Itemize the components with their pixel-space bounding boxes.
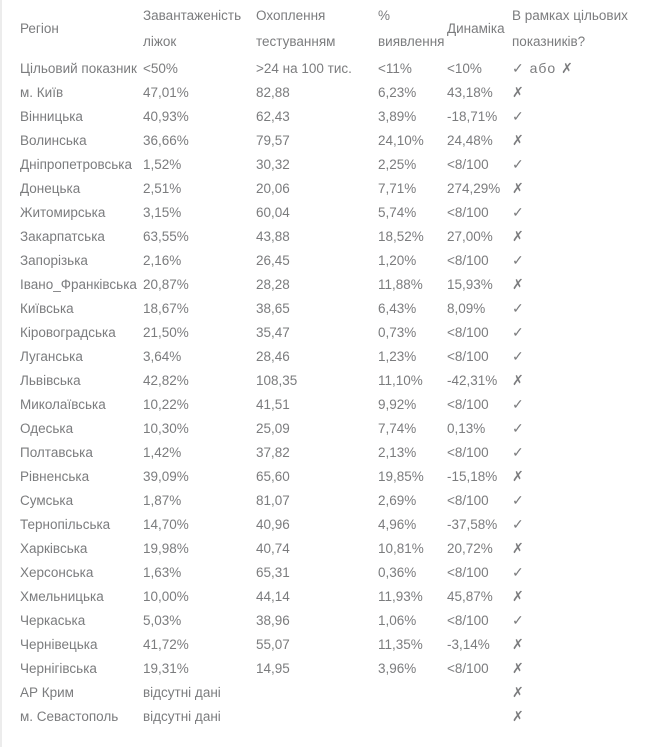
bed-occupancy-cell: 19,98%: [143, 540, 189, 556]
detection-cell: 18,52%: [378, 228, 424, 244]
dynamics-cell: <8/100: [447, 444, 489, 460]
target-mark-cell: ✓: [512, 155, 525, 172]
region-cell: Харківська: [20, 540, 88, 556]
bed-occupancy-cell: 10,22%: [143, 396, 189, 412]
target-mark-cell: ✗: [512, 587, 525, 604]
dynamics-cell: 274,29%: [447, 180, 501, 196]
detection-cell: 5,74%: [378, 204, 417, 220]
target-mark-cell: ✗: [512, 683, 525, 700]
detection-cell: 3,96%: [378, 660, 417, 676]
table-row: [20, 272, 626, 296]
table-row: [20, 704, 626, 728]
detection-cell: 11,35%: [378, 636, 423, 652]
region-cell: м. Київ: [20, 84, 64, 100]
detection-cell: 10,81%: [378, 540, 424, 556]
testing-coverage-cell: 26,45: [256, 252, 290, 268]
dynamics-cell: <8/100: [447, 492, 489, 508]
table-row: [20, 488, 626, 512]
target-mark-cell: ✓: [512, 563, 525, 580]
dynamics-cell: 45,87%: [447, 588, 493, 604]
col-header-testing-coverage: [256, 2, 378, 56]
dynamics-cell: 27,00%: [447, 228, 493, 244]
detection-cell: 7,74%: [378, 420, 417, 436]
table-row: [20, 248, 626, 272]
testing-coverage-cell: 79,57: [256, 132, 290, 148]
target-mark-cell: ✓: [512, 515, 525, 532]
region-cell: м. Севастополь: [20, 708, 119, 724]
testing-coverage-cell: 40,96: [256, 516, 290, 532]
dynamics-cell: 15,93%: [447, 276, 493, 292]
region-cell: Львівська: [20, 372, 81, 388]
testing-coverage-cell: 55,07: [256, 636, 290, 652]
detection-cell: 1,06%: [378, 612, 417, 628]
col-header-detection-rate-line2: виявлення: [378, 34, 445, 49]
table-row: [20, 632, 626, 656]
target-mark-cell: ✓: [512, 419, 525, 436]
dynamics-cell: -18,71%: [447, 108, 498, 124]
dynamics-cell: <8/100: [447, 156, 489, 172]
target-mark-cell: ✗: [512, 83, 525, 100]
testing-coverage-cell: 108,35: [256, 372, 298, 388]
table-row: [20, 320, 626, 344]
table-row: [20, 104, 626, 128]
detection-cell: 2,25%: [378, 156, 417, 172]
detection-cell: 4,96%: [378, 516, 417, 532]
region-cell: Київська: [20, 300, 74, 316]
bed-occupancy-cell: 36,66%: [143, 132, 189, 148]
bed-occupancy-cell: 19,31%: [143, 660, 189, 676]
table-row: [20, 128, 626, 152]
dynamics-cell: -42,31%: [447, 372, 498, 388]
target-mark-cell: ✓: [512, 347, 525, 364]
testing-coverage-cell: 43,88: [256, 228, 290, 244]
table-row: [20, 80, 626, 104]
bed-occupancy-cell: відсутні дані: [143, 708, 221, 724]
dynamics-cell: <8/100: [447, 348, 489, 364]
region-cell: Хмельницька: [20, 588, 104, 604]
target-mark-cell: ✗: [512, 275, 525, 292]
col-header-testing-coverage-line1: Охоплення: [256, 8, 326, 23]
bed-occupancy-cell: 1,52%: [143, 156, 182, 172]
region-cell: Рівненська: [20, 468, 90, 484]
target-mark-cell: ✓: [512, 491, 525, 508]
testing-coverage-cell: 65,31: [256, 564, 290, 580]
table-row: [20, 176, 626, 200]
testing-coverage-cell: 25,09: [256, 420, 290, 436]
dynamics-cell: -3,14%: [447, 636, 490, 652]
col-header-bed-occupancy: [143, 2, 256, 56]
table-row: [20, 416, 626, 440]
bed-occupancy-cell: 1,63%: [143, 564, 182, 580]
region-cell: Волинська: [20, 132, 87, 148]
target-row: [20, 56, 626, 80]
dynamics-cell: <8/100: [447, 396, 489, 412]
table-row: [20, 344, 626, 368]
bed-occupancy-cell: 10,30%: [143, 420, 189, 436]
region-cell: Миколаївська: [20, 396, 106, 412]
bed-occupancy-cell: відсутні дані: [143, 684, 221, 700]
table-row: [20, 200, 626, 224]
dynamics-cell: 20,72%: [447, 540, 493, 556]
bed-occupancy-cell: 42,82%: [143, 372, 189, 388]
testing-coverage-cell: 38,65: [256, 300, 290, 316]
testing-coverage-cell: >24 на 100 тис.: [256, 60, 352, 76]
region-cell: Херсонська: [20, 564, 94, 580]
table-row: [20, 464, 626, 488]
region-cell: Чернігівська: [20, 660, 97, 676]
detection-cell: 9,92%: [378, 396, 417, 412]
dynamics-cell: 0,13%: [447, 420, 486, 436]
target-mark-cell: ✓: [512, 299, 525, 316]
detection-cell: 0,73%: [378, 324, 417, 340]
table-row: [20, 680, 626, 704]
table-header: [20, 2, 626, 56]
target-mark-cell: ✗: [512, 131, 525, 148]
testing-coverage-cell: 62,43: [256, 108, 290, 124]
col-header-testing-coverage-line2: тестуванням: [256, 34, 336, 49]
bed-occupancy-cell: 39,09%: [143, 468, 189, 484]
detection-cell: 7,71%: [378, 180, 417, 196]
bed-occupancy-cell: 3,15%: [143, 204, 182, 220]
testing-coverage-cell: 44,14: [256, 588, 290, 604]
bed-occupancy-cell: 41,72%: [143, 636, 189, 652]
target-mark-cell: ✓: [512, 323, 525, 340]
dynamics-cell: -37,58%: [447, 516, 498, 532]
target-mark-cell: ✓: [512, 251, 525, 268]
detection-cell: 2,69%: [378, 492, 417, 508]
bed-occupancy-cell: 63,55%: [143, 228, 189, 244]
col-header-detection-rate: [378, 2, 447, 56]
dynamics-cell: <8/100: [447, 660, 489, 676]
detection-cell: 1,23%: [378, 348, 417, 364]
table-row: [20, 152, 626, 176]
col-header-region-line1: Регіон: [20, 21, 59, 36]
region-cell: Сумська: [20, 492, 74, 508]
testing-coverage-cell: 38,96: [256, 612, 290, 628]
detection-cell: 11,10%: [378, 372, 423, 388]
col-header-dynamics: [447, 2, 512, 56]
detection-cell: 3,89%: [378, 108, 417, 124]
detection-cell: 1,20%: [378, 252, 417, 268]
region-cell: Закарпатська: [20, 228, 105, 244]
detection-cell: 6,23%: [378, 84, 417, 100]
region-cell: Дніпропетровська: [20, 156, 133, 172]
table-row: [20, 368, 626, 392]
bed-occupancy-cell: 2,16%: [143, 252, 182, 268]
dynamics-cell: <8/100: [447, 564, 489, 580]
testing-coverage-cell: 28,28: [256, 276, 290, 292]
col-header-within-targets-line2: показників?: [512, 34, 586, 49]
testing-coverage-cell: 14,95: [256, 660, 290, 676]
target-mark-cell: ✓ або ✗: [512, 59, 574, 76]
bed-occupancy-cell: 3,64%: [143, 348, 182, 364]
target-mark-cell: ✗: [512, 227, 525, 244]
region-cell: Донецька: [20, 180, 81, 196]
col-header-dynamics-line1: Динаміка: [447, 21, 505, 36]
bed-occupancy-cell: 1,42%: [143, 444, 182, 460]
detection-cell: <11%: [378, 60, 412, 76]
region-cell: АР Крим: [20, 684, 74, 700]
testing-coverage-cell: [256, 704, 378, 728]
dynamics-cell: -15,18%: [447, 468, 498, 484]
region-cell: Цільовий показник: [20, 60, 137, 76]
testing-coverage-cell: 82,88: [256, 84, 290, 100]
table-row: [20, 560, 626, 584]
table-body: [20, 56, 626, 728]
dynamics-cell: [447, 704, 512, 728]
detection-cell: 19,85%: [378, 468, 424, 484]
testing-coverage-cell: 30,32: [256, 156, 290, 172]
bed-occupancy-cell: 14,70%: [143, 516, 189, 532]
detection-cell: 0,36%: [378, 564, 417, 580]
testing-coverage-cell: 20,06: [256, 180, 290, 196]
testing-coverage-cell: 40,74: [256, 540, 290, 556]
region-cell: Чернівецька: [20, 636, 98, 652]
region-cell: Кіровоградська: [20, 324, 116, 340]
target-mark-cell: ✗: [512, 371, 525, 388]
region-cell: Луганська: [20, 348, 83, 364]
col-header-within-targets: [512, 2, 626, 56]
detection-cell: [378, 680, 447, 704]
table-row: [20, 392, 626, 416]
target-mark-cell: ✗: [512, 659, 525, 676]
target-mark-cell: ✓: [512, 203, 525, 220]
table-row: [20, 224, 626, 248]
region-cell: Вінницька: [20, 108, 83, 124]
bed-occupancy-cell: 40,93%: [143, 108, 189, 124]
table-row: [20, 656, 626, 680]
detection-cell: 2,13%: [378, 444, 417, 460]
table-row: [20, 584, 626, 608]
testing-coverage-cell: [256, 680, 378, 704]
dynamics-cell: 43,18%: [447, 84, 493, 100]
region-cell: Тернопільська: [20, 516, 111, 532]
target-mark-cell: ✗: [512, 539, 525, 556]
col-header-bed-occupancy-line2: ліжок: [143, 34, 177, 49]
dynamics-cell: 24,48%: [447, 132, 493, 148]
dynamics-cell: <10%: [447, 60, 482, 76]
table-row: [20, 296, 626, 320]
bed-occupancy-cell: <50%: [143, 60, 178, 76]
bed-occupancy-cell: 10,00%: [143, 588, 189, 604]
bed-occupancy-cell: 5,03%: [143, 612, 182, 628]
table-row: [20, 536, 626, 560]
col-header-within-targets-line1: В рамках цільових: [512, 8, 628, 23]
target-mark-cell: ✓: [512, 443, 525, 460]
col-header-detection-rate-line1: %: [378, 8, 391, 23]
region-cell: Івано_Франківська: [20, 276, 137, 292]
regions-table: [20, 2, 626, 728]
detection-cell: [378, 704, 447, 728]
bed-occupancy-cell: 21,50%: [143, 324, 189, 340]
detection-cell: 11,93%: [378, 588, 423, 604]
dynamics-cell: <8/100: [447, 252, 489, 268]
bed-occupancy-cell: 18,67%: [143, 300, 189, 316]
dynamics-cell: <8/100: [447, 204, 489, 220]
bed-occupancy-cell: 20,87%: [143, 276, 189, 292]
target-mark-cell: ✗: [512, 707, 525, 724]
target-mark-cell: ✓: [512, 611, 525, 628]
dynamics-cell: [447, 680, 512, 704]
testing-coverage-cell: 28,46: [256, 348, 290, 364]
target-mark-cell: ✗: [512, 467, 525, 484]
region-cell: Запорізька: [20, 252, 88, 268]
testing-coverage-cell: 37,82: [256, 444, 290, 460]
detection-cell: 11,88%: [378, 276, 423, 292]
target-mark-cell: ✗: [512, 635, 525, 652]
bed-occupancy-cell: 2,51%: [143, 180, 182, 196]
detection-cell: 24,10%: [378, 132, 424, 148]
header-row: [20, 2, 626, 56]
table-row: [20, 608, 626, 632]
bed-occupancy-cell: 47,01%: [143, 84, 189, 100]
testing-coverage-cell: 60,04: [256, 204, 290, 220]
region-cell: Черкаська: [20, 612, 86, 628]
col-header-bed-occupancy-line1: Завантаженість: [143, 8, 242, 23]
table-row: [20, 512, 626, 536]
region-cell: Одеська: [20, 420, 74, 436]
target-mark-cell: ✓: [512, 395, 525, 412]
testing-coverage-cell: 65,60: [256, 468, 290, 484]
region-cell: Житомирська: [20, 204, 106, 220]
dynamics-cell: <8/100: [447, 612, 489, 628]
target-mark-cell: ✗: [512, 179, 525, 196]
dynamics-cell: <8/100: [447, 324, 489, 340]
col-header-region: [20, 2, 143, 56]
target-mark-cell: ✓: [512, 107, 525, 124]
detection-cell: 6,43%: [378, 300, 417, 316]
bed-occupancy-cell: 1,87%: [143, 492, 182, 508]
region-cell: Полтавська: [20, 444, 93, 460]
dynamics-cell: 8,09%: [447, 300, 486, 316]
table-row: [20, 440, 626, 464]
testing-coverage-cell: 81,07: [256, 492, 290, 508]
testing-coverage-cell: 41,51: [256, 396, 290, 412]
testing-coverage-cell: 35,47: [256, 324, 290, 340]
